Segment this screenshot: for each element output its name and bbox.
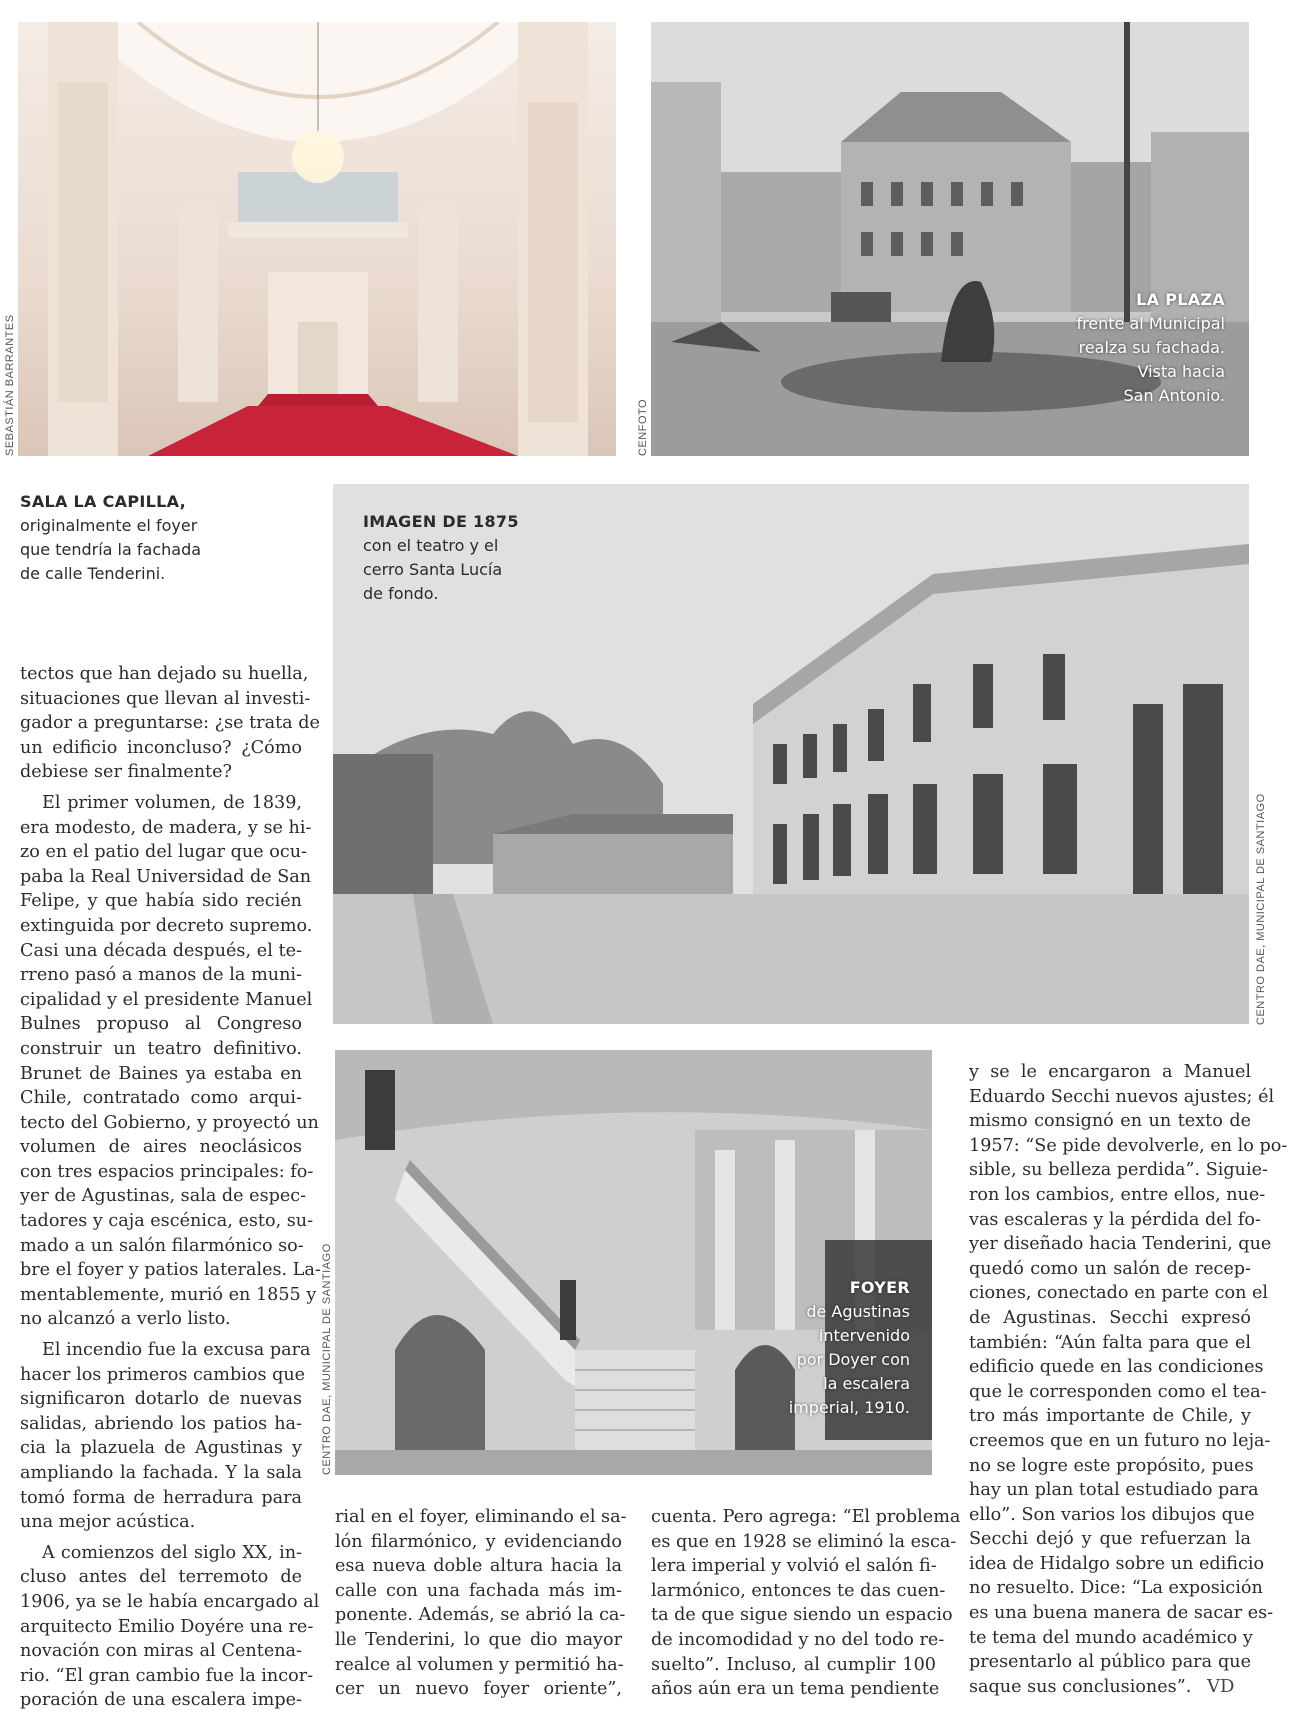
text-line: creemos que en un futuro no leja- [969, 1430, 1271, 1451]
text-line: El incendio fue la excusa para [42, 1340, 311, 1361]
text-line: zo en el patio del lugar que ocu- [20, 842, 307, 863]
caption-line: por Doyer con [796, 1350, 910, 1369]
text-line: volumen de aires neoclásicos [20, 1137, 302, 1158]
text-line: paba la Real Universidad de San [20, 866, 312, 887]
text-line: 1906, ya se le había encargado al [20, 1591, 320, 1612]
text-line: hay un plan total estudiado para [969, 1480, 1259, 1501]
text-line: también: “Aún falta para que el [969, 1332, 1251, 1353]
text-line: hacer los primeros cambios que [20, 1364, 306, 1385]
caption-line: Vista hacia [1137, 362, 1225, 381]
text-line: ello”. Son varios los dibujos que [969, 1504, 1255, 1525]
text-line: tecto del Gobierno, y proyectó un [20, 1112, 319, 1133]
text-line: suelto”. Incluso, al cumplir 100 [651, 1654, 936, 1675]
text-line: 1957: “Se pide devolverle, en lo po- [969, 1135, 1288, 1156]
imagen-1875-photo [333, 484, 1249, 1024]
text-line: mado a un salón filarmónico so- [20, 1235, 304, 1256]
caption-line: cerro Santa Lucía [363, 560, 503, 579]
text-line: calle con una fachada más im- [335, 1580, 622, 1601]
text-line: ciones, conectado en parte con el [969, 1283, 1269, 1304]
caption-line: frente al Municipal [1076, 314, 1225, 333]
foyer-caption-title: FOYER [849, 1278, 910, 1297]
text-line: Casi una década después, el te- [20, 940, 302, 961]
text-line: mentablemente, murió en 1855 y [20, 1284, 317, 1305]
text-line: ampliando la fachada. Y la sala [20, 1463, 302, 1483]
caption-line: intervenido [818, 1326, 910, 1345]
caption-line: que tendría la fachada [20, 540, 202, 559]
text-line: no alcanzó a verlo listo. [20, 1309, 231, 1330]
photo-credit-foyer: CENTRO DAE, MUNICIPAL DE SANTIAGO [321, 1243, 333, 1475]
text-line: cipalidad y el presidente Manuel [20, 989, 313, 1010]
text-line: Eduardo Secchi nuevos ajustes; él [969, 1086, 1275, 1107]
text-line: de Agustinas. Secchi expresó [969, 1307, 1251, 1328]
text-line: realce al volumen y permitió ha- [335, 1654, 624, 1675]
text-line: bre el foyer y patios laterales. La- [20, 1260, 321, 1281]
text-line: Chile, contratado como arqui- [20, 1088, 302, 1109]
text-line: situaciones que llevan al investi- [20, 688, 311, 709]
text-line: que le corresponden como el tea- [969, 1381, 1267, 1402]
body-column-3 [651, 1505, 961, 1702]
caption-line: realza su fachada. [1078, 338, 1225, 357]
text-line: debiese ser finalmente? [20, 762, 232, 783]
la-plaza-caption [1076, 288, 1225, 408]
text-line: arquitecto Emilio Doyére una re- [20, 1616, 314, 1637]
text-line: lle Tenderini, lo que dio mayor [335, 1629, 622, 1650]
text-line: Brunet de Baines ya estaba en [20, 1063, 302, 1084]
text-line: idea de Hidalgo sobre un edificio [969, 1553, 1265, 1574]
caption-line: de Agustinas [806, 1302, 910, 1321]
la-plaza-caption-title: LA PLAZA [1136, 290, 1225, 309]
text-line: presentarlo al público para que [969, 1652, 1251, 1673]
text-line: tomó forma de herradura para [20, 1487, 302, 1508]
text-line: lera imperial y volvió el salón fi- [651, 1556, 937, 1577]
text-line: con tres espacios principales: fo- [20, 1161, 314, 1182]
text-line: larmónico, entonces te das cuen- [651, 1580, 946, 1601]
caption-line: con el teatro y el [363, 536, 499, 555]
sala-la-capilla-photo [18, 22, 616, 456]
photo-credit-plaza: CENFOTO [637, 398, 649, 456]
text-line: es una buena manera de sacar es- [969, 1603, 1274, 1624]
text-line: lón filarmónico, y evidenciando [335, 1531, 622, 1552]
text-line: Bulnes propuso al Congreso [20, 1014, 302, 1035]
text-line: A comienzos del siglo XX, in- [42, 1542, 302, 1563]
body-column-1 [20, 662, 321, 1713]
text-line: salidas, abriendo los patios ha- [20, 1413, 302, 1434]
la-plaza-photo [651, 22, 1249, 456]
text-line: Felipe, y que había sido recién [20, 891, 302, 912]
text-line: gador a preguntarse: ¿se trata de [20, 713, 320, 734]
text-line: rreno pasó a manos de la muni- [20, 965, 302, 986]
text-line: rio. “El gran cambio fue la incor- [20, 1665, 314, 1686]
text-line: tadores y caja escénica, esto, su- [20, 1211, 314, 1232]
caption-line: de fondo. [363, 584, 439, 603]
text-line: un edificio inconcluso? ¿Cómo [20, 737, 302, 758]
photo-credit-imagen-1875: CENTRO DAE, MUNICIPAL DE SANTIAGO [1255, 793, 1267, 1025]
foyer-photo [335, 1050, 932, 1475]
text-line: construir un teatro definitivo. [20, 1038, 302, 1059]
text-line: cluso antes del terremoto de [20, 1567, 302, 1588]
text-line: mismo consignó en un texto de [969, 1111, 1251, 1132]
text-line: yer de Agustinas, sala de espec- [20, 1186, 307, 1207]
text-line: tectos que han dejado su huella, [20, 664, 309, 684]
caption-line: de calle Tenderini. [20, 564, 166, 583]
text-line: quedó como un salón de recep- [969, 1258, 1251, 1279]
text-line: rial en el foyer, eliminando el sa- [335, 1507, 627, 1527]
text-line: ponente. Además, se abrió la ca- [335, 1605, 626, 1626]
text-line: El primer volumen, de 1839, [42, 792, 302, 813]
body-column-2 [335, 1505, 627, 1702]
text-line: yer diseñado hacia Tenderini, que [969, 1234, 1272, 1255]
caption-line: San Antonio. [1123, 386, 1225, 405]
text-line: y se le encargaron a Manuel [969, 1062, 1251, 1082]
text-line: Secchi dejó y que refuerzan la [969, 1529, 1251, 1550]
imagen-1875-caption [363, 510, 519, 606]
imagen-1875-caption-title: IMAGEN DE 1875 [363, 512, 519, 531]
text-line: años aún era un tema pendiente [651, 1679, 940, 1700]
text-line: te tema del mundo académico y [969, 1627, 1253, 1648]
text-line: saque sus conclusiones”. VD [969, 1675, 1235, 1697]
text-line: extinguida por decreto supremo. [20, 915, 313, 936]
caption-line: originalmente el foyer [20, 516, 198, 535]
sala-caption-title: SALA LA CAPILLA, [20, 492, 186, 511]
text-line: vas escaleras y la pérdida del fo- [969, 1209, 1261, 1230]
text-line: es que en 1928 se eliminó la esca- [651, 1531, 957, 1552]
text-line: una mejor acústica. [20, 1512, 196, 1533]
text-line: poración de una escalera impe- [20, 1690, 302, 1711]
author-signature: VD [1201, 1675, 1235, 1697]
text-line: ron los cambios, entre ellos, nue- [969, 1184, 1266, 1205]
text-line: esa nueva doble altura hacia la [335, 1556, 622, 1577]
text-line: no se logre este propósito, pues [969, 1455, 1254, 1476]
sala-la-capilla-caption [20, 490, 201, 586]
text-line: sible, su belleza perdida”. Siguie- [969, 1160, 1268, 1181]
photo-credit-sala: SEBASTIÁN BARRANTES [4, 314, 16, 456]
text-line: de incomodidad y no del todo re- [651, 1629, 945, 1650]
text-line: cia la plazuela de Agustinas y [20, 1438, 302, 1459]
text-line: edificio quede en las condiciones [969, 1357, 1264, 1378]
text-line: era modesto, de madera, y se hi- [20, 817, 312, 838]
caption-line: imperial, 1910. [788, 1398, 910, 1417]
text-line: significaron dotarlo de nuevas [20, 1389, 302, 1410]
text-line: novación con miras al Centena- [20, 1641, 302, 1662]
text-line: ta de que sigue siendo un espacio [651, 1605, 953, 1626]
caption-line: la escalera [823, 1374, 910, 1393]
foyer-caption [789, 1276, 910, 1420]
body-column-4 [969, 1060, 1288, 1699]
text-line: cuenta. Pero agrega: “El problema [651, 1507, 961, 1527]
text-line: no resuelto. Dice: “La exposición [969, 1578, 1263, 1599]
text-line: cer un nuevo foyer oriente”, [335, 1679, 622, 1700]
text-line: tro más importante de Chile, y [969, 1406, 1251, 1427]
